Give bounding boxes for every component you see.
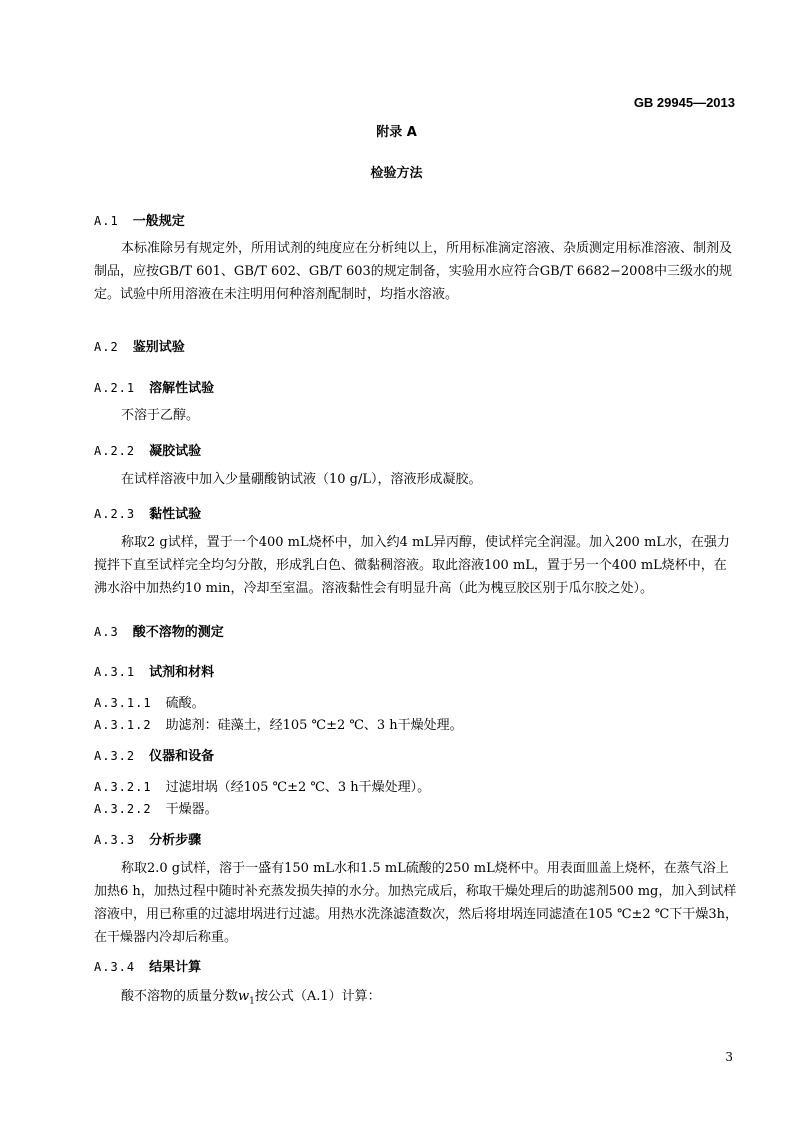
- section-number: A.1: [94, 214, 119, 228]
- item-a321: [94, 776, 430, 795]
- section-number: A.3.4: [94, 960, 136, 974]
- section-heading-a34: [94, 956, 201, 975]
- standard-number: GB 29945—2013: [633, 95, 735, 110]
- section-heading-a2: [94, 336, 185, 355]
- section-heading-a32: [94, 745, 214, 764]
- mass-fraction-symbol: w: [238, 989, 250, 1004]
- mass-fraction-subscript: 1: [249, 996, 255, 1007]
- section-title: 试剂和材料: [149, 665, 215, 680]
- paragraph-analysis-steps: 称取2.0 g试样，溶于一盛有150 mL水和1.5 mL硫酸的250 mL烧杯中。用表面皿盖上烧杯，在蒸气浴上加热6 h，加热过程中随时补充蒸发损失掉的水分。加热完成后，称取干燥处理后的助滤剂500 mg，加入到试样溶液中，用已称重的过滤坩埚进行过滤。用热水洗涤滤渣数次，然后将坩埚连同滤渣在105 ℃±2 ℃下干燥3h，在干燥器内冷却后称重。: [94, 861, 738, 945]
- paragraph-viscosity-test: 称取2 g试样，置于一个400 mL烧杯中，加入约4 mL异丙醇，使试样完全润湿。加入200 mL水，在强力搅拌下直至试样完全均匀分散，形成乳白色、微黏稠溶液。取此溶液100 mL，置于另一个400 mL烧杯中，在沸水浴中加热约10 min，冷却至室温。溶液黏性会有明显升高（此为槐豆胶区别于瓜尔胶之处）。: [94, 535, 730, 596]
- section-number: A.3.2: [94, 749, 136, 763]
- section-heading-a31: [94, 661, 214, 680]
- item-text: 干燥器。: [165, 802, 218, 817]
- item-number: A.3.1.1: [94, 696, 152, 710]
- appendix-label: 附录 A: [376, 125, 417, 140]
- page-number: 3: [725, 1050, 733, 1064]
- section-title: 溶解性试验: [149, 381, 215, 396]
- section-title: 仪器和设备: [149, 749, 215, 764]
- item-text: 硫酸。: [165, 696, 205, 711]
- item-text: 过滤坩埚（经105 ℃±2 ℃、3 h干燥处理）。: [165, 780, 431, 795]
- item-a311: [94, 692, 205, 711]
- section-title: 结果计算: [149, 960, 202, 975]
- section-number: A.2.1: [94, 381, 136, 395]
- paragraph-gel-test: 在试样溶液中加入少量硼酸钠试液（10 g/L），溶液形成凝胶。: [121, 472, 482, 487]
- paragraph-solubility: 不溶于乙醇。: [121, 408, 200, 423]
- item-text: 助滤剂：硅藻土，经105 ℃±2 ℃、3 h干燥处理。: [165, 718, 463, 733]
- section-number: A.2.3: [94, 507, 136, 521]
- paragraph-general-rules: 本标准除另有规定外，所用试剂的纯度应在分析纯以上，所用标准滴定溶液、杂质测定用标准溶液、制剂及制品，应按GB/T 601、GB/T 602、GB/T 603的规定制备，实验用水应符合GB/T 6682−2008中三级水的规定。试验中所用溶液在未注明用何种溶剂配制时，均指水溶液。: [94, 241, 733, 302]
- section-heading-a22: [94, 440, 201, 459]
- section-title: 黏性试验: [149, 507, 202, 522]
- item-a312: [94, 714, 463, 733]
- section-number: A.2.2: [94, 444, 136, 458]
- section-number: A.3.1: [94, 665, 136, 679]
- item-number: A.3.1.2: [94, 718, 152, 732]
- item-a322: [94, 798, 218, 817]
- section-title: 分析步骤: [149, 833, 202, 848]
- section-heading-a33: [94, 829, 201, 848]
- section-heading-a21: [94, 377, 214, 396]
- calc-text-post: 按公式（A.1）计算：: [254, 989, 381, 1004]
- section-number: A.2: [94, 340, 119, 354]
- section-title: 一般规定: [132, 214, 185, 229]
- section-title: 酸不溶物的测定: [132, 625, 224, 640]
- section-title: 鉴别试验: [132, 340, 185, 355]
- section-title: 凝胶试验: [149, 444, 202, 459]
- calc-text-pre: 酸不溶物的质量分数: [121, 989, 239, 1004]
- item-number: A.3.2.2: [94, 802, 152, 816]
- paragraph-result-calc: [94, 985, 739, 1014]
- item-number: A.3.2.1: [94, 780, 152, 794]
- section-heading-a3: [94, 621, 224, 640]
- section-heading-a23: [94, 503, 201, 522]
- section-number: A.3: [94, 625, 119, 639]
- appendix-title: 检验方法: [370, 166, 423, 181]
- section-heading-a1: [94, 210, 185, 229]
- section-number: A.3.3: [94, 833, 136, 847]
